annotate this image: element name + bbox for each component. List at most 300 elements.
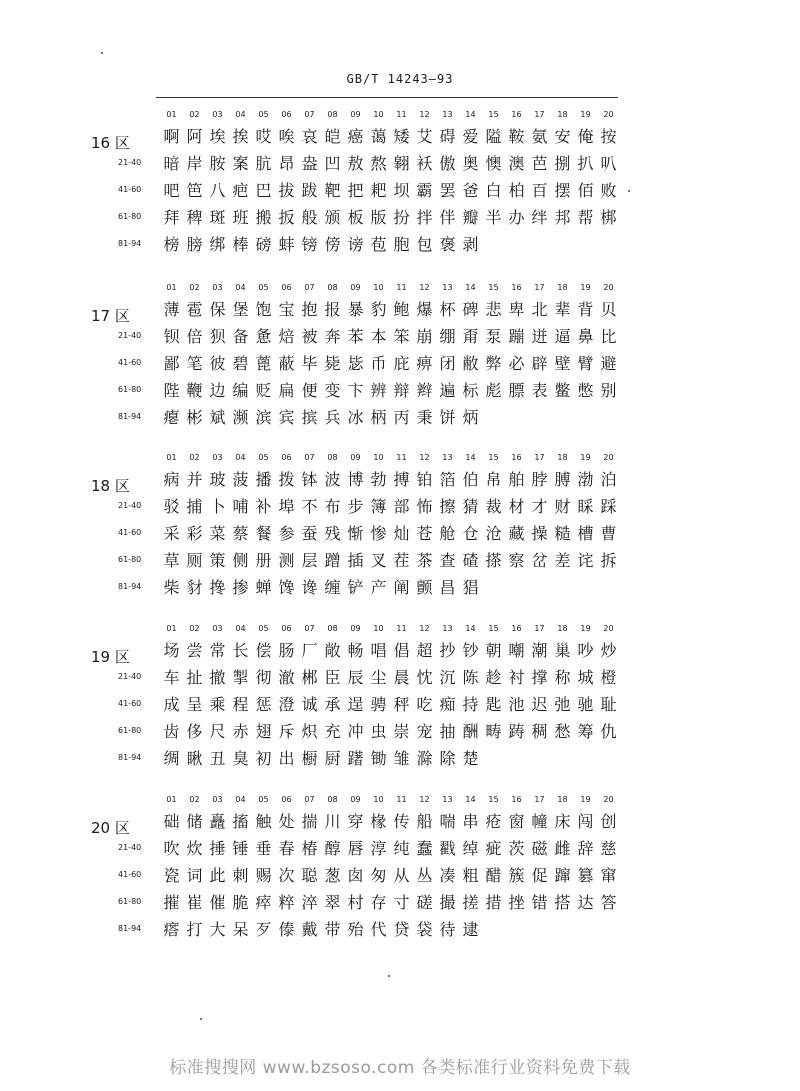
hanzi-cell: 氨 bbox=[531, 127, 548, 146]
hanzi-cell: 耙 bbox=[370, 181, 387, 200]
hanzi-cell: 遍 bbox=[439, 381, 456, 400]
column-number: 10 bbox=[373, 110, 384, 119]
hanzi-cell: 蠢 bbox=[416, 839, 433, 858]
hanzi-cell: 醇 bbox=[324, 839, 341, 858]
hanzi-cell: 尘 bbox=[370, 668, 387, 687]
hanzi-cell: 凑 bbox=[439, 866, 456, 885]
hanzi-cell: 除 bbox=[439, 749, 456, 768]
hanzi-cell: 车 bbox=[163, 668, 180, 687]
column-number: 16 bbox=[511, 453, 522, 462]
hanzi-cell: 碧 bbox=[232, 354, 249, 373]
hanzi-cell: 迸 bbox=[531, 327, 548, 346]
hanzi-cell: 庇 bbox=[393, 354, 410, 373]
hanzi-cell: 抱 bbox=[301, 300, 318, 319]
hanzi-cell: 叉 bbox=[370, 551, 387, 570]
column-number: 06 bbox=[281, 453, 292, 462]
column-number: 18 bbox=[557, 795, 568, 804]
hanzi-cell: 补 bbox=[255, 497, 272, 516]
column-number: 02 bbox=[189, 110, 200, 119]
hanzi-cell: 承 bbox=[324, 695, 341, 714]
hanzi-cell: 倡 bbox=[393, 641, 410, 660]
column-number: 04 bbox=[235, 624, 246, 633]
hanzi-cell: 半 bbox=[485, 208, 502, 227]
hanzi-cell: 粗 bbox=[462, 866, 479, 885]
hanzi-cell: 馋 bbox=[278, 578, 295, 597]
hanzi-cell: 宝 bbox=[278, 300, 295, 319]
hanzi-cell: 殆 bbox=[347, 920, 364, 939]
hanzi-cell: 吧 bbox=[163, 181, 180, 200]
hanzi-cell: 膊 bbox=[554, 470, 571, 489]
column-number: 19 bbox=[580, 283, 591, 292]
hanzi-cell: 播 bbox=[255, 470, 272, 489]
hanzi-cell: 矗 bbox=[209, 812, 226, 831]
hanzi-cell: 崇 bbox=[393, 722, 410, 741]
hanzi-cell: 秉 bbox=[416, 408, 433, 427]
hanzi-cell: 滨 bbox=[255, 408, 272, 427]
hanzi-cell: 般 bbox=[301, 208, 318, 227]
hanzi-cell: 甭 bbox=[462, 327, 479, 346]
hanzi-cell: 凹 bbox=[324, 154, 341, 173]
hanzi-cell: 参 bbox=[278, 524, 295, 543]
hanzi-cell: 俺 bbox=[577, 127, 594, 146]
hanzi-cell: 宾 bbox=[278, 408, 295, 427]
hanzi-cell: 编 bbox=[232, 381, 249, 400]
hanzi-cell: 笨 bbox=[393, 327, 410, 346]
hanzi-cell: 篡 bbox=[577, 866, 594, 885]
column-number: 06 bbox=[281, 110, 292, 119]
hanzi-cell: 磁 bbox=[531, 839, 548, 858]
hanzi-cell: 澳 bbox=[508, 154, 525, 173]
hanzi-cell: 傣 bbox=[278, 920, 295, 939]
hanzi-cell: 碴 bbox=[462, 551, 479, 570]
zone-label: 17 区 bbox=[91, 307, 130, 325]
row-range-label: 81-94 bbox=[118, 582, 142, 591]
hanzi-cell: 纯 bbox=[393, 839, 410, 858]
hanzi-cell: 惭 bbox=[347, 524, 364, 543]
column-number: 09 bbox=[350, 110, 361, 119]
hanzi-cell: 爱 bbox=[462, 127, 479, 146]
hanzi-cell: 朝 bbox=[485, 641, 502, 660]
hanzi-cell: 绑 bbox=[209, 235, 226, 254]
hanzi-cell: 沧 bbox=[485, 524, 502, 543]
hanzi-cell: 疤 bbox=[232, 181, 249, 200]
column-number: 01 bbox=[166, 624, 177, 633]
scan-speck bbox=[388, 975, 390, 977]
hanzi-cell: 谗 bbox=[301, 578, 318, 597]
hanzi-cell: 碑 bbox=[462, 300, 479, 319]
column-number: 01 bbox=[166, 795, 177, 804]
hanzi-cell: 蚕 bbox=[301, 524, 318, 543]
hanzi-cell: 肮 bbox=[255, 154, 272, 173]
column-number: 18 bbox=[557, 110, 568, 119]
hanzi-cell: 餐 bbox=[255, 524, 272, 543]
hanzi-cell: 岸 bbox=[186, 154, 203, 173]
hanzi-cell: 挫 bbox=[508, 893, 525, 912]
hanzi-cell: 本 bbox=[370, 327, 387, 346]
column-number: 19 bbox=[580, 453, 591, 462]
hanzi-cell: 淳 bbox=[370, 839, 387, 858]
hanzi-cell: 菜 bbox=[209, 524, 226, 543]
hanzi-cell: 摈 bbox=[301, 408, 318, 427]
hanzi-cell: 偿 bbox=[255, 641, 272, 660]
column-number: 20 bbox=[603, 453, 614, 462]
hanzi-cell: 案 bbox=[232, 154, 249, 173]
hanzi-cell: 表 bbox=[531, 381, 548, 400]
hanzi-cell: 布 bbox=[324, 497, 341, 516]
hanzi-cell: 蝉 bbox=[255, 578, 272, 597]
column-number: 08 bbox=[327, 453, 338, 462]
hanzi-cell: 茶 bbox=[416, 551, 433, 570]
hanzi-cell: 不 bbox=[301, 497, 318, 516]
hanzi-cell: 伯 bbox=[462, 470, 479, 489]
hanzi-cell: 笆 bbox=[186, 181, 203, 200]
hanzi-cell: 瘩 bbox=[163, 920, 180, 939]
hanzi-cell: 步 bbox=[347, 497, 364, 516]
hanzi-cell: 财 bbox=[554, 497, 571, 516]
hanzi-cell: 础 bbox=[163, 812, 180, 831]
hanzi-cell: 创 bbox=[600, 812, 617, 831]
hanzi-cell: 滁 bbox=[416, 749, 433, 768]
hanzi-cell: 材 bbox=[508, 497, 525, 516]
hanzi-cell: 必 bbox=[508, 354, 525, 373]
row-range-label: 41-60 bbox=[118, 358, 142, 367]
hanzi-cell: 边 bbox=[209, 381, 226, 400]
hanzi-cell: 包 bbox=[416, 235, 433, 254]
column-number: 20 bbox=[603, 110, 614, 119]
hanzi-cell: 揣 bbox=[301, 812, 318, 831]
hanzi-cell: 碍 bbox=[439, 127, 456, 146]
hanzi-cell: 耻 bbox=[600, 695, 617, 714]
hanzi-cell: 惨 bbox=[370, 524, 387, 543]
hanzi-cell: 憋 bbox=[577, 381, 594, 400]
hanzi-cell: 蔼 bbox=[370, 127, 387, 146]
column-number: 17 bbox=[534, 110, 545, 119]
hanzi-cell: 臭 bbox=[232, 749, 249, 768]
hanzi-cell: 币 bbox=[370, 354, 387, 373]
hanzi-cell: 冲 bbox=[347, 722, 364, 741]
hanzi-cell: 厂 bbox=[301, 641, 318, 660]
hanzi-cell: 拨 bbox=[278, 470, 295, 489]
hanzi-cell: 怖 bbox=[416, 497, 433, 516]
column-number: 06 bbox=[281, 624, 292, 633]
hanzi-cell: 苞 bbox=[370, 235, 387, 254]
hanzi-cell: 按 bbox=[600, 127, 617, 146]
hanzi-cell: 奥 bbox=[462, 154, 479, 173]
column-number: 13 bbox=[442, 283, 453, 292]
hanzi-cell: 搀 bbox=[209, 578, 226, 597]
hanzi-cell: 蔽 bbox=[278, 354, 295, 373]
column-number: 16 bbox=[511, 624, 522, 633]
hanzi-cell: 泊 bbox=[600, 470, 617, 489]
column-number: 07 bbox=[304, 283, 315, 292]
hanzi-cell: 臣 bbox=[324, 668, 341, 687]
column-number: 14 bbox=[465, 795, 476, 804]
hanzi-cell: 炊 bbox=[186, 839, 203, 858]
hanzi-cell: 啊 bbox=[163, 127, 180, 146]
hanzi-cell: 盎 bbox=[301, 154, 318, 173]
hanzi-cell: 扳 bbox=[278, 208, 295, 227]
hanzi-cell: 澄 bbox=[278, 695, 295, 714]
hanzi-cell: 贷 bbox=[393, 920, 410, 939]
hanzi-cell: 脖 bbox=[531, 470, 548, 489]
hanzi-cell: 标 bbox=[462, 381, 479, 400]
column-number: 02 bbox=[189, 283, 200, 292]
column-number: 05 bbox=[258, 795, 269, 804]
scan-speck bbox=[200, 1018, 202, 1020]
hanzi-cell: 畅 bbox=[347, 641, 364, 660]
hanzi-cell: 扒 bbox=[577, 154, 594, 173]
column-number: 17 bbox=[534, 453, 545, 462]
column-number: 10 bbox=[373, 453, 384, 462]
hanzi-cell: 晨 bbox=[393, 668, 410, 687]
hanzi-cell: 梆 bbox=[600, 208, 617, 227]
hanzi-cell: 钵 bbox=[301, 470, 318, 489]
hanzi-cell: 尺 bbox=[209, 722, 226, 741]
hanzi-cell: 郴 bbox=[301, 668, 318, 687]
hanzi-cell: 充 bbox=[324, 722, 341, 741]
hanzi-cell: 备 bbox=[232, 327, 249, 346]
hanzi-cell: 堡 bbox=[232, 300, 249, 319]
hanzi-cell: 饼 bbox=[439, 408, 456, 427]
hanzi-cell: 爸 bbox=[462, 181, 479, 200]
header-rule bbox=[156, 97, 618, 98]
hanzi-cell: 蹭 bbox=[324, 551, 341, 570]
hanzi-cell: 胞 bbox=[393, 235, 410, 254]
hanzi-cell: 驳 bbox=[163, 497, 180, 516]
hanzi-cell: 程 bbox=[232, 695, 249, 714]
hanzi-cell: 陛 bbox=[163, 381, 180, 400]
hanzi-cell: 促 bbox=[531, 866, 548, 885]
hanzi-cell: 插 bbox=[347, 551, 364, 570]
hanzi-cell: 蓖 bbox=[255, 354, 272, 373]
column-number: 12 bbox=[419, 283, 430, 292]
hanzi-cell: 卞 bbox=[347, 381, 364, 400]
hanzi-cell: 变 bbox=[324, 381, 341, 400]
hanzi-cell: 瓷 bbox=[163, 866, 180, 885]
hanzi-cell: 阿 bbox=[186, 127, 203, 146]
hanzi-cell: 蹦 bbox=[508, 327, 525, 346]
hanzi-cell: 赤 bbox=[232, 722, 249, 741]
hanzi-cell: 臂 bbox=[577, 354, 594, 373]
hanzi-cell: 掣 bbox=[232, 668, 249, 687]
column-number: 08 bbox=[327, 283, 338, 292]
row-range-label: 81-94 bbox=[118, 753, 142, 762]
column-number: 15 bbox=[488, 453, 499, 462]
hanzi-cell: 病 bbox=[163, 470, 180, 489]
hanzi-cell: 兵 bbox=[324, 408, 341, 427]
row-range-label: 81-94 bbox=[118, 239, 142, 248]
row-range-label: 41-60 bbox=[118, 528, 142, 537]
hanzi-cell: 彻 bbox=[255, 668, 272, 687]
column-number: 11 bbox=[396, 283, 407, 292]
hanzi-cell: 保 bbox=[209, 300, 226, 319]
hanzi-cell: 稗 bbox=[186, 208, 203, 227]
hanzi-cell: 仇 bbox=[600, 722, 617, 741]
hanzi-cell: 藏 bbox=[508, 524, 525, 543]
hanzi-cell: 苍 bbox=[416, 524, 433, 543]
hanzi-cell: 癌 bbox=[347, 127, 364, 146]
hanzi-cell: 尝 bbox=[186, 641, 203, 660]
hanzi-cell: 厨 bbox=[324, 749, 341, 768]
row-range-label: 21-40 bbox=[118, 158, 142, 167]
column-number: 11 bbox=[396, 453, 407, 462]
hanzi-cell: 衬 bbox=[508, 668, 525, 687]
hanzi-cell: 常 bbox=[209, 641, 226, 660]
hanzi-cell: 濒 bbox=[232, 408, 249, 427]
hanzi-cell: 饱 bbox=[255, 300, 272, 319]
hanzi-cell: 搭 bbox=[554, 893, 571, 912]
column-number: 15 bbox=[488, 110, 499, 119]
column-number: 02 bbox=[189, 624, 200, 633]
column-number: 09 bbox=[350, 624, 361, 633]
hanzi-cell: 猜 bbox=[462, 497, 479, 516]
hanzi-cell: 喘 bbox=[439, 812, 456, 831]
hanzi-cell: 大 bbox=[209, 920, 226, 939]
hanzi-cell: 岔 bbox=[531, 551, 548, 570]
hanzi-cell: 打 bbox=[186, 920, 203, 939]
hanzi-cell: 炳 bbox=[462, 408, 479, 427]
hanzi-cell: 持 bbox=[462, 695, 479, 714]
hanzi-cell: 杯 bbox=[439, 300, 456, 319]
column-number: 11 bbox=[396, 795, 407, 804]
hanzi-cell: 村 bbox=[347, 893, 364, 912]
hanzi-cell: 暴 bbox=[347, 300, 364, 319]
hanzi-cell: 哀 bbox=[301, 127, 318, 146]
column-number: 14 bbox=[465, 453, 476, 462]
hanzi-cell: 舱 bbox=[439, 524, 456, 543]
hanzi-cell: 避 bbox=[600, 354, 617, 373]
column-number: 14 bbox=[465, 624, 476, 633]
hanzi-cell: 磋 bbox=[416, 893, 433, 912]
row-range-label: 21-40 bbox=[118, 843, 142, 852]
hanzi-cell: 措 bbox=[485, 893, 502, 912]
hanzi-cell: 背 bbox=[577, 300, 594, 319]
hanzi-cell: 睬 bbox=[577, 497, 594, 516]
hanzi-cell: 雌 bbox=[554, 839, 571, 858]
hanzi-cell: 春 bbox=[278, 839, 295, 858]
hanzi-cell: 成 bbox=[163, 695, 180, 714]
hanzi-cell: 穿 bbox=[347, 812, 364, 831]
hanzi-cell: 酬 bbox=[462, 722, 479, 741]
row-range-label: 61-80 bbox=[118, 726, 142, 735]
hanzi-cell: 唱 bbox=[370, 641, 387, 660]
column-number: 20 bbox=[603, 624, 614, 633]
hanzi-cell: 卑 bbox=[508, 300, 525, 319]
hanzi-cell: 绸 bbox=[163, 749, 180, 768]
hanzi-cell: 敞 bbox=[324, 641, 341, 660]
hanzi-cell: 比 bbox=[600, 327, 617, 346]
hanzi-cell: 蹿 bbox=[554, 866, 571, 885]
column-number: 11 bbox=[396, 624, 407, 633]
column-number: 18 bbox=[557, 453, 568, 462]
column-number: 09 bbox=[350, 453, 361, 462]
hanzi-cell: 辫 bbox=[416, 381, 433, 400]
hanzi-cell: 彬 bbox=[186, 408, 203, 427]
hanzi-cell: 毖 bbox=[347, 354, 364, 373]
hanzi-cell: 侈 bbox=[186, 722, 203, 741]
hanzi-cell: 踩 bbox=[600, 497, 617, 516]
hanzi-cell: 抄 bbox=[439, 641, 456, 660]
column-number: 13 bbox=[442, 110, 453, 119]
hanzi-cell: 沉 bbox=[439, 668, 456, 687]
hanzi-cell: 辩 bbox=[393, 381, 410, 400]
hanzi-cell: 崔 bbox=[186, 893, 203, 912]
hanzi-cell: 伴 bbox=[439, 208, 456, 227]
hanzi-cell: 铂 bbox=[416, 470, 433, 489]
hanzi-cell: 船 bbox=[416, 812, 433, 831]
hanzi-cell: 艾 bbox=[416, 127, 433, 146]
hanzi-cell: 代 bbox=[370, 920, 387, 939]
row-range-label: 21-40 bbox=[118, 672, 142, 681]
hanzi-cell: 裁 bbox=[485, 497, 502, 516]
hanzi-cell: 撤 bbox=[209, 668, 226, 687]
column-number: 07 bbox=[304, 624, 315, 633]
hanzi-cell: 歹 bbox=[255, 920, 272, 939]
hanzi-cell: 齿 bbox=[163, 722, 180, 741]
hanzi-cell: 宠 bbox=[416, 722, 433, 741]
hanzi-cell: 绊 bbox=[531, 208, 548, 227]
column-number: 07 bbox=[304, 110, 315, 119]
column-number: 05 bbox=[258, 624, 269, 633]
row-range-label: 41-60 bbox=[118, 185, 142, 194]
hanzi-cell: 筹 bbox=[577, 722, 594, 741]
hanzi-cell: 泵 bbox=[485, 327, 502, 346]
hanzi-cell: 摆 bbox=[554, 181, 571, 200]
hanzi-cell: 舶 bbox=[508, 470, 525, 489]
hanzi-cell: 棒 bbox=[232, 235, 249, 254]
hanzi-cell: 醋 bbox=[485, 866, 502, 885]
hanzi-cell: 带 bbox=[324, 920, 341, 939]
hanzi-cell: 百 bbox=[531, 181, 548, 200]
column-number: 04 bbox=[235, 283, 246, 292]
hanzi-cell: 抽 bbox=[439, 722, 456, 741]
column-number: 17 bbox=[534, 795, 545, 804]
hanzi-cell: 痹 bbox=[416, 354, 433, 373]
hanzi-cell: 灿 bbox=[393, 524, 410, 543]
hanzi-cell: 陈 bbox=[462, 668, 479, 687]
hanzi-cell: 茬 bbox=[393, 551, 410, 570]
hanzi-cell: 乘 bbox=[209, 695, 226, 714]
hanzi-cell: 跋 bbox=[301, 181, 318, 200]
column-number: 10 bbox=[373, 795, 384, 804]
column-number: 01 bbox=[166, 453, 177, 462]
hanzi-cell: 扮 bbox=[393, 208, 410, 227]
hanzi-cell: 戳 bbox=[439, 839, 456, 858]
hanzi-cell: 拔 bbox=[278, 181, 295, 200]
hanzi-cell: 闯 bbox=[577, 812, 594, 831]
zone-label: 16 区 bbox=[91, 134, 130, 152]
hanzi-cell: 匙 bbox=[485, 695, 502, 714]
hanzi-cell: 答 bbox=[600, 893, 617, 912]
hanzi-cell: 诚 bbox=[301, 695, 318, 714]
hanzi-cell: 弛 bbox=[554, 695, 571, 714]
hanzi-cell: 翱 bbox=[393, 154, 410, 173]
row-range-label: 81-94 bbox=[118, 412, 142, 421]
hanzi-cell: 便 bbox=[301, 381, 318, 400]
hanzi-cell: 巴 bbox=[255, 181, 272, 200]
column-number: 15 bbox=[488, 795, 499, 804]
column-number: 08 bbox=[327, 110, 338, 119]
hanzi-cell: 哺 bbox=[232, 497, 249, 516]
hanzi-cell: 丛 bbox=[416, 866, 433, 885]
hanzi-cell: 班 bbox=[232, 208, 249, 227]
hanzi-cell: 豹 bbox=[370, 300, 387, 319]
hanzi-cell: 锄 bbox=[370, 749, 387, 768]
hanzi-cell: 拜 bbox=[163, 208, 180, 227]
hanzi-cell: 罢 bbox=[439, 181, 456, 200]
hanzi-cell: 鳖 bbox=[554, 381, 571, 400]
hanzi-cell: 策 bbox=[209, 551, 226, 570]
